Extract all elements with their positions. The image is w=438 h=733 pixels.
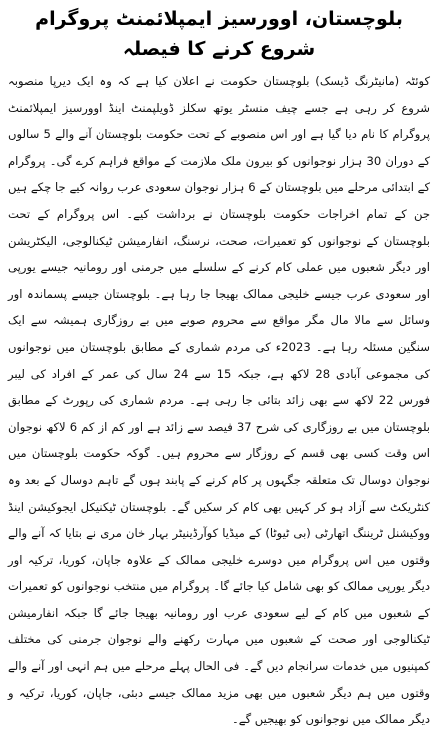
article-headline: بلوچستان، اوورسیز ایمپلائمنٹ پروگرام شروع کرنے کا فیصلہ <box>35 8 403 60</box>
article-body: کوئٹہ (مانیٹرنگ ڈیسک) بلوچستان حکومت نے اعلان کیا ہے کہ وہ ایک دیرپا منصوبہ شروع کر رہی ہے جسے چیف منسٹر یوتھ سکلز ڈویلپمنٹ اینڈ اوورسیز ایمپلائمنٹ پروگرام کا نام دیا گیا ہے اور اس منصوبے کے تحت حکومت بلوچستان آنے والے 5 سالوں کے دوران 30 ہزار نوجوانوں کو بیرون ملک ملازمت کے مواقع فراہم کرے گی۔ پروگرام کے ابتدائی مرحلے میں بلوچستان کے 6 ہزار نوجوان سعودی عرب روانہ کیے جا چکے ہیں جن کے تمام اخراجات حکومت بلوچستان نے برداشت کیے۔ اس پروگرام کے تحت بلوچستان کے نوجوانوں کو تعمیرات، صحت، نرسنگ، انفارمیشن ٹیکنالوجی، الیکٹریشن اور دیگر شعبوں میں عملی کام کرنے کے سلسلے میں جرمنی اور رومانیہ جیسے یورپی اور سعودی عرب جیسے خلیجی ممالک بھیجا جا رہا ہے۔ بلوچستان جیسے پسماندہ اور وسائل سے مالا مال مگر مواقع سے محروم صوبے میں بے روزگاری ہمیشہ سے ایک سنگین مسئلہ رہا ہے۔ 2023ء کی مردم شماری کے مطابق بلوچستان میں نوجوانوں کی مجموعی آبادی 28 لاکھ ہے، جبکہ 15 سے 24 سال کی عمر کے افراد کی لیبر فورس 22 لاکھ سے بھی زائد بتائی جا رہی ہے۔ مردم شماری کی رپورٹ کے مطابق بلوچستان میں بے روزگاری کی شرح 37 فیصد سے زائد ہے اور کم از کم 6 لاکھ نوجوان اس وقت کسی بھی قسم کے روزگار سے محروم ہیں۔ گوکہ حکومت بلوچستان میں نوجوان دوسال تک متعلقہ جگہوں پر کام کرنے کے پابند ہوں گے تاہم دوسال کے بعد وہ کنٹریکٹ سے آزاد ہو کر کہیں بھی کام کر سکیں گے۔ بلوچستان ٹیکنیکل ایجوکیشن اینڈ ووکیشنل ٹریننگ اتھارٹی (بی ٹیوٹا) کے میڈیا کوآرڈینیٹر بہار خان مری نے بتایا کہ آنے والے وقتوں میں اس پروگرام میں دوسرے خلیجی ممالک کے علاوہ جاپان، کوریا، ترکیہ اور دیگر یورپی ممالک کو بھی شامل کیا جائے گا۔ پروگرام میں منتخب نوجوانوں کو تعمیرات کے شعبوں میں کام کے لیے سعودی عرب اور رومانیہ بھیجا جائے گا جبکہ انفارمیشن ٹیکنالوجی اور صحت کے شعبوں میں مہارت رکھنے والے نوجوان جرمنی کی مختلف کمپنیوں میں خدمات سرانجام دیں گے۔ فی الحال پہلے مرحلے میں ہم انہی اور آنے والے وقتوں میں ہم دیگر شعبوں میں بھی مزید ممالک جیسے دبئی، جاپان، کوریا، ترکیہ و دیگر ممالک میں نوجوانوں کو بھیجیں گے۔ <box>8 74 431 727</box>
